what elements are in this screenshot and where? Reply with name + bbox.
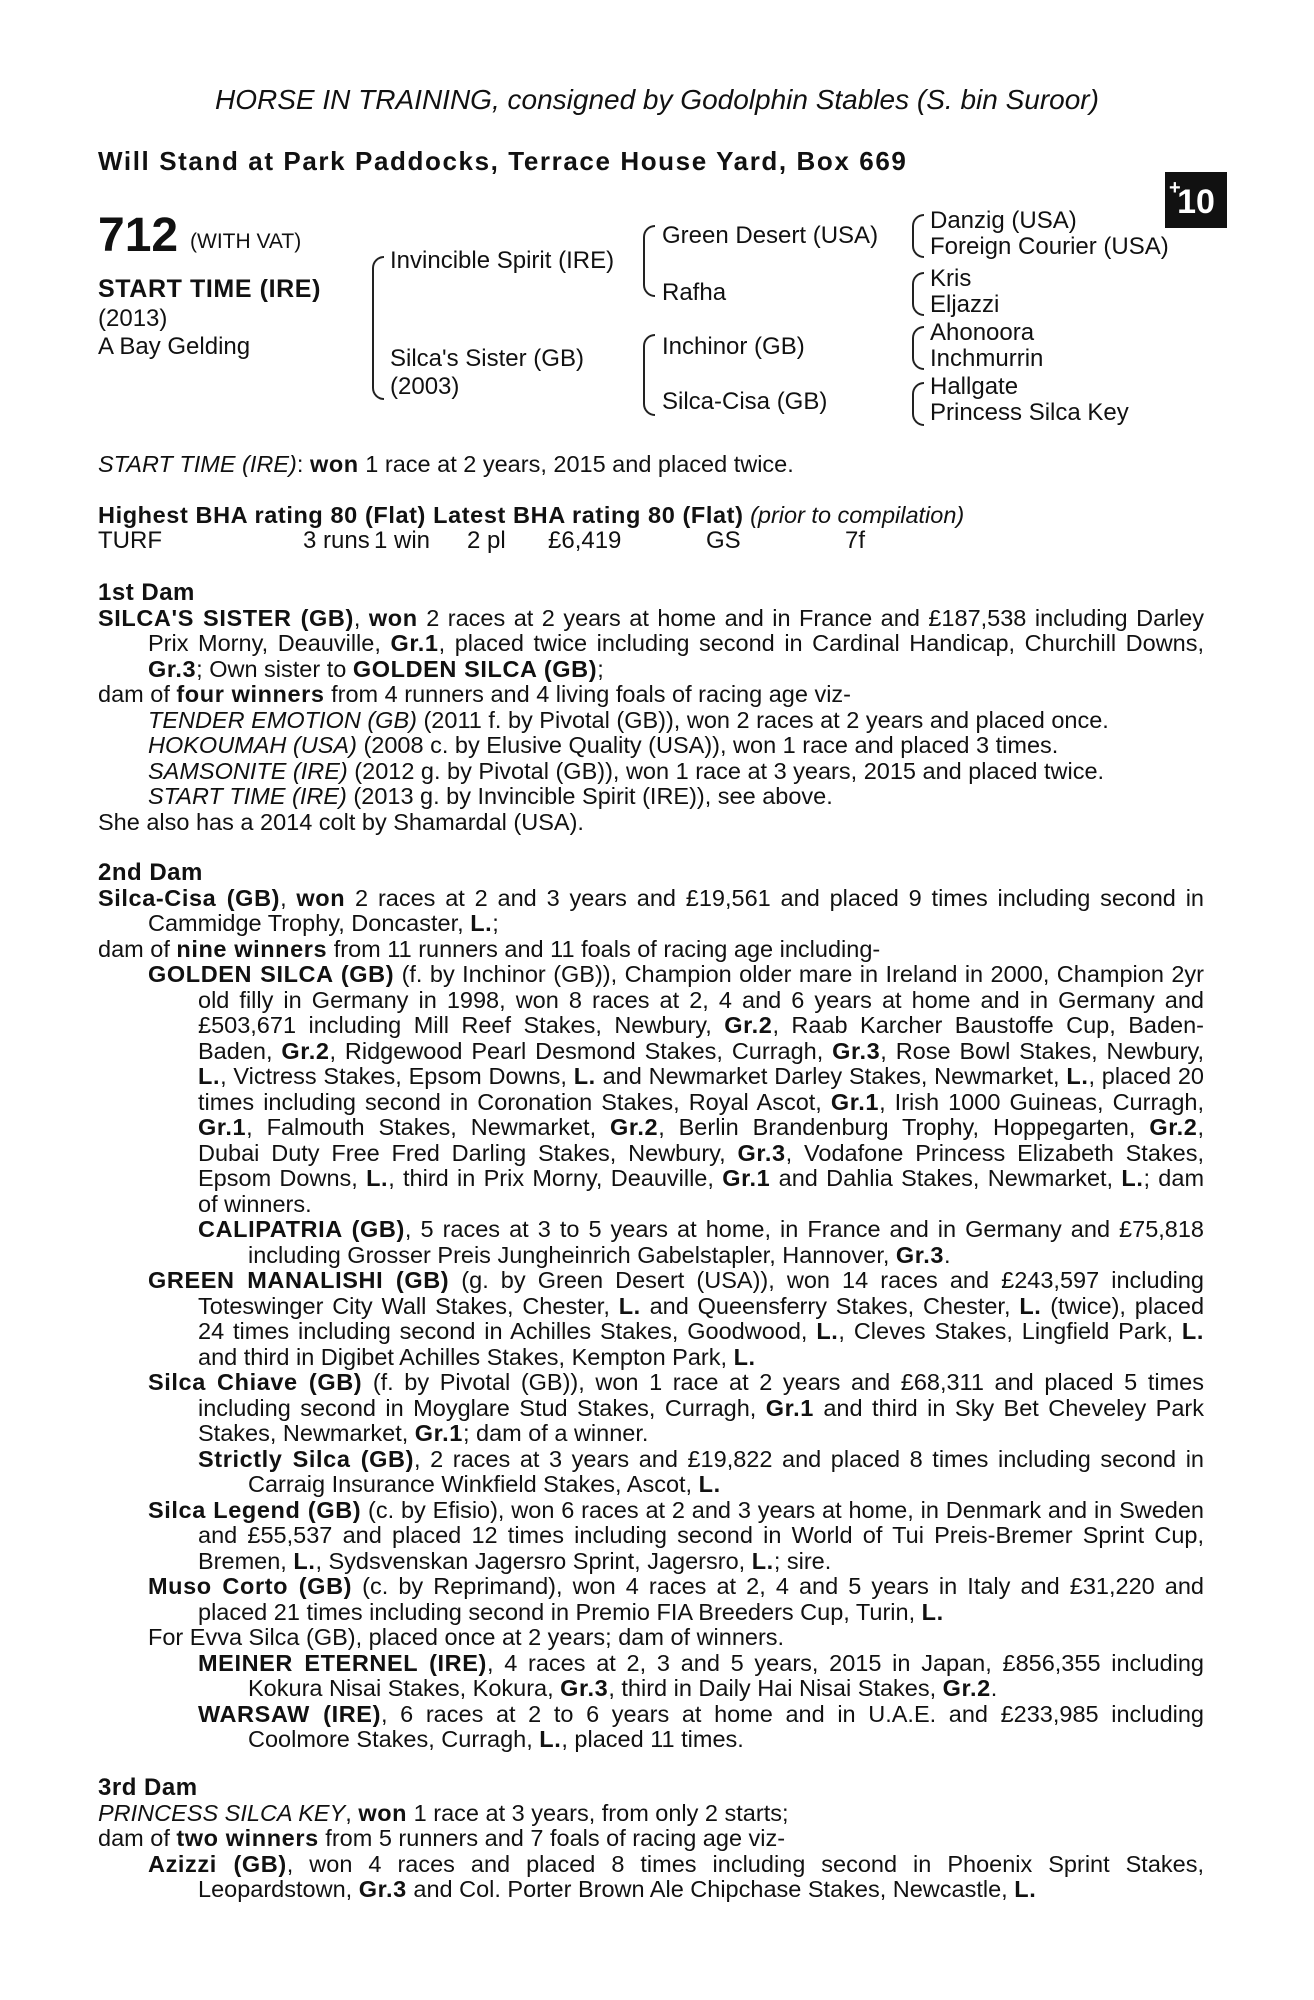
- page-number-badge: [1165, 172, 1227, 228]
- dam-year: (2003): [390, 373, 460, 400]
- horse-summary: START TIME (IRE): won 1 race at 2 years, 2015 and placed twice.: [98, 451, 794, 477]
- lot-number: 712: [98, 209, 179, 262]
- pedigree-brace: [643, 225, 655, 297]
- pedigree-brace: [912, 272, 924, 316]
- pedigree-gg-1: Danzig (USA): [930, 207, 1077, 234]
- horse-year: (2013): [98, 305, 168, 332]
- first-dam-section: 1st Dam SILCA'S SISTER (GB), won 2 races at 2 years at home and in France and £187,538 including Darley Prix Morny, Deauville, Gr.1, placed twice including second in Cardinal Handicap, Churchill Downs, Gr.3; Own sister to GOLDEN SILCA (GB); dam of four winners from 4 runners and 4 living foals of racing age viz- TENDER EMOTION (GB) (2011 f. by Pivotal (GB)), won 2 races at 2 years and placed once. HOKOUMAH (USA) (2008 c. by Elusive Quality (USA)), won 1 race and placed 3 times. SAMSONITE (IRE) (2012 g. by Pivotal (GB)), won 1 race at 3 years, 2015 and placed twice. START TIME (IRE) (2013 g. by Invincible Spirit (IRE)), see above. She also has a 2014 colt by Shamardal (USA).: [98, 579, 1205, 835]
- pedigree-brace: [912, 382, 924, 426]
- pedigree-gg-3: Kris: [930, 265, 972, 292]
- pedigree-gg-8: Princess Silca Key: [930, 399, 1129, 426]
- pedigree-gg-7: Hallgate: [930, 373, 1019, 400]
- sire-name: Invincible Spirit (IRE): [390, 247, 615, 274]
- rating-line: Highest BHA rating 80 (Flat) Latest BHA rating 80 (Flat) (prior to compilation): [98, 502, 965, 528]
- dam-dam: Silca-Cisa (GB): [662, 388, 828, 415]
- pedigree-brace: [643, 334, 655, 416]
- badge-plus: +: [1169, 177, 1181, 199]
- stand-location: Will Stand at Park Paddocks, Terrace House Yard, Box 669: [98, 146, 908, 176]
- pedigree-brace: [372, 256, 384, 400]
- pedigree-gg-4: Eljazzi: [930, 291, 1000, 318]
- second-dam-section: 2nd Dam Silca-Cisa (GB), won 2 races at 2 and 3 years and £19,561 and placed 9 times including second in Cammidge Trophy, Doncaster, L.; dam of nine winners from 11 runners and 11 foals of racing age including- GOLDEN SILCA (GB) (f. by Inchinor (GB)), Champion older mare in Ireland in 2000, Champion 2yr old filly in Germany in 1998, won 8 races at 2, 4 and 6 years at home and in Germany and £503,671 including Mill Reef Stakes, Newbury, Gr.2, Raab Karcher Baustoffe Cup, Baden-Baden, Gr.2, Ridgewood Pearl Desmond Stakes, Curragh, Gr.3, Rose Bowl Stakes, Newbury, L., Victress Stakes, Epsom Downs, L. and Newmarket Darley Stakes, Newmarket, L., placed 20 times including second in Coronation Stakes, Royal Ascot, Gr.1, Irish 1000 Guineas, Curragh, Gr.1, Falmouth Stakes, Newmarket, Gr.2, Berlin Brandenburg Trophy, Hoppegarten, Gr.2, Dubai Duty Free Fred Darling Stakes, Newbury, Gr.3, Vodafone Princess Elizabeth Stakes, Epsom Downs, L., third in Prix Morny, Deauville, Gr.1 and Dahlia Stakes, Newmarket, L.; dam of winners. CALIPATRIA (GB), 5 races at 3 to 5 years at home, in France and in Germany and £75,818 including Grosser Preis Jungheinrich Gabelstapler, Hannover, Gr.3. GREEN MANALISHI (GB) (g. by Green Desert (USA)), won 14 races and £243,597 including Toteswinger City Wall Stakes, Chester, L. and Queensferry Stakes, Chester, L. (twice), placed 24 times including second in Achilles Stakes, Goodwood, L., Cleves Stakes, Lingfield Park, L. and third in Digibet Achilles Stakes, Kempton Park, L. Silca Chiave (GB) (f. by Pivotal (GB)), won 1 race at 2 years and £68,311 and placed 5 times including second in Moyglare Stud Stakes, Curragh, Gr.1 and third in Sky Bet Cheveley Park Stakes, Newmarket, Gr.1; dam of a winner. Strictly Silca (GB), 2 races at 3 years and £19,822 and placed 8 times including second in Carraig Insurance Winkfield Stakes, Ascot, L. Silca Legend (GB) (c. by Efisio), won 6 races at 2 and 3 years at home, in Denmark and in Sweden and £55,537 and placed 12 times including second in World of Tui Preis-Bremer Sprint Cup, Bremen, L., Sydsvenskan Jagersro Sprint, Jagersro, L.; sire. Muso Corto (GB) (c. by Reprimand), won 4 races at 2, 4 and 5 years in Italy and £31,220 and placed 21 times including second in Premio FIA Breeders Cup, Turin, L. For Evva Silca (GB), placed once at 2 years; dam of winners. MEINER ETERNEL (IRE), 4 races at 2, 3 and 5 years, 2015 in Japan, £856,355 including Kokura Nisai Stakes, Kokura, Gr.3, third in Daily Hai Nisai Stakes, Gr.2. WARSAW (IRE), 6 races at 2 to 6 years at home and in U.A.E. and £233,985 including Coolmore Stakes, Curragh, L., placed 11 times.: [98, 859, 1205, 1752]
- pedigree-gg-5: Ahonoora: [930, 319, 1035, 346]
- pedigree-brace: [912, 214, 924, 258]
- pedigree-brace: [912, 326, 924, 370]
- horse-description: A Bay Gelding: [98, 333, 251, 360]
- page-title: HORSE IN TRAINING, consigned by Godolphin Stables (S. bin Suroor): [215, 84, 1099, 115]
- dam-sire: Inchinor (GB): [662, 333, 805, 360]
- sire-sire: Green Desert (USA): [662, 222, 879, 249]
- third-dam-section: 3rd Dam PRINCESS SILCA KEY, won 1 race at 3 years, from only 2 starts; dam of two winners from 5 runners and 7 foals of racing age viz- Azizzi (GB), won 4 races and placed 8 times including second in Phoenix Sprint Stakes, Leopardstown, Gr.3 and Col. Porter Brown Ale Chipchase Stakes, Newcastle, L.: [98, 1774, 1204, 1902]
- pedigree-gg-6: Inchmurrin: [930, 345, 1044, 372]
- badge-number: 10: [1177, 183, 1215, 221]
- horse-name: START TIME (IRE): [98, 275, 322, 303]
- dam-name: Silca's Sister (GB): [390, 345, 584, 372]
- sire-dam: Rafha: [662, 279, 727, 306]
- vat-note: (WITH VAT): [190, 230, 302, 253]
- pedigree-gg-2: Foreign Courier (USA): [930, 233, 1169, 260]
